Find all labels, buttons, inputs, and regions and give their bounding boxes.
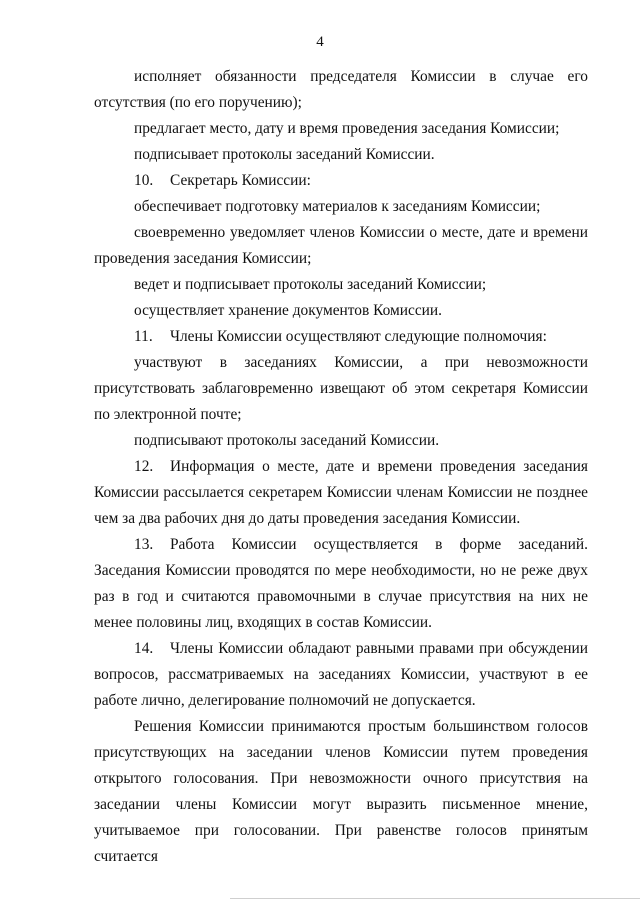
document-body — [94, 64, 588, 870]
paragraph-10 — [94, 350, 588, 428]
paragraph-6 — [94, 220, 588, 272]
clause-12 — [94, 454, 588, 532]
paragraph-15 — [94, 714, 588, 870]
paragraph-1-text: исполняет обязанности председателя Комиссии в случае его отсутствия (по его поручению); — [94, 68, 588, 111]
clause-13-number: 13. — [134, 536, 154, 553]
clause-11-number: 11. — [134, 328, 153, 345]
page-number: 4 — [316, 34, 324, 50]
paragraph-11 — [94, 428, 588, 454]
clause-14-number: 14. — [134, 640, 154, 657]
paragraph-8 — [94, 298, 588, 324]
paragraph-5 — [94, 194, 588, 220]
clause-14-text: Члены Комиссии обладают равными правами при обсуждении вопросов, рассматриваемых на заседаниях Комиссии, участвуют в ее работе лично, делегирование полномочий не допускается. — [94, 640, 588, 709]
clause-11 — [94, 324, 588, 350]
clause-13-text: Работа Комиссии осуществляется в форме заседаний. Заседания Комиссии проводятся по мере необходимости, но не реже двух раз в год и считаются правомочными в случае присутствия на них не менее половины лиц, входящих в состав Комиссии. — [94, 536, 588, 631]
clause-12-number: 12. — [134, 458, 154, 475]
clause-10-text: Секретарь Комиссии: — [170, 172, 311, 189]
clause-10 — [94, 168, 588, 194]
clause-11-text: Члены Комиссии осуществляют следующие полномочия: — [170, 328, 547, 345]
clause-13 — [94, 532, 588, 636]
paragraph-3 — [94, 142, 588, 168]
paragraph-10-text: участвуют в заседаниях Комиссии, а при невозможности присутствовать заблаговременно извещают об этом секретаря Комиссии по электронной почте; — [94, 354, 588, 423]
paragraph-11-text: подписывают протоколы заседаний Комиссии. — [134, 432, 440, 449]
paragraph-15-text: Решения Комиссии принимаются простым большинством голосов присутствующих на заседании членов Комиссии путем проведения открытого голосования. При невозможности очного присутствия на заседании члены Комиссии могут выразить письменное мнение, учитываемое при голосовании. При равенстве голосов принятым считается — [94, 718, 588, 865]
paragraph-7-text: ведет и подписывает протоколы заседаний Комиссии; — [134, 276, 487, 293]
paragraph-8-text: осуществляет хранение документов Комиссии. — [134, 302, 442, 319]
paragraph-5-text: обеспечивает подготовку материалов к заседаниям Комиссии; — [134, 198, 541, 215]
clause-12-text: Информация о месте, дате и времени проведения заседания Комиссии рассылается секретарем Комиссии членам Комиссии не позднее чем за два рабочих дня до даты проведения заседания Комиссии. — [94, 458, 588, 527]
paragraph-2-text: предлагает место, дату и время проведения заседания Комиссии; — [134, 120, 560, 137]
paragraph-2 — [94, 116, 588, 142]
paragraph-3-text: подписывает протоколы заседаний Комиссии. — [134, 146, 435, 163]
paragraph-7 — [94, 272, 588, 298]
paragraph-6-text: своевременно уведомляет членов Комиссии о месте, дате и времени проведения заседания Комиссии; — [94, 224, 588, 267]
scan-edge-line — [230, 898, 640, 899]
clause-14 — [94, 636, 588, 714]
clause-10-number: 10. — [134, 172, 154, 189]
paragraph-1 — [94, 64, 588, 116]
